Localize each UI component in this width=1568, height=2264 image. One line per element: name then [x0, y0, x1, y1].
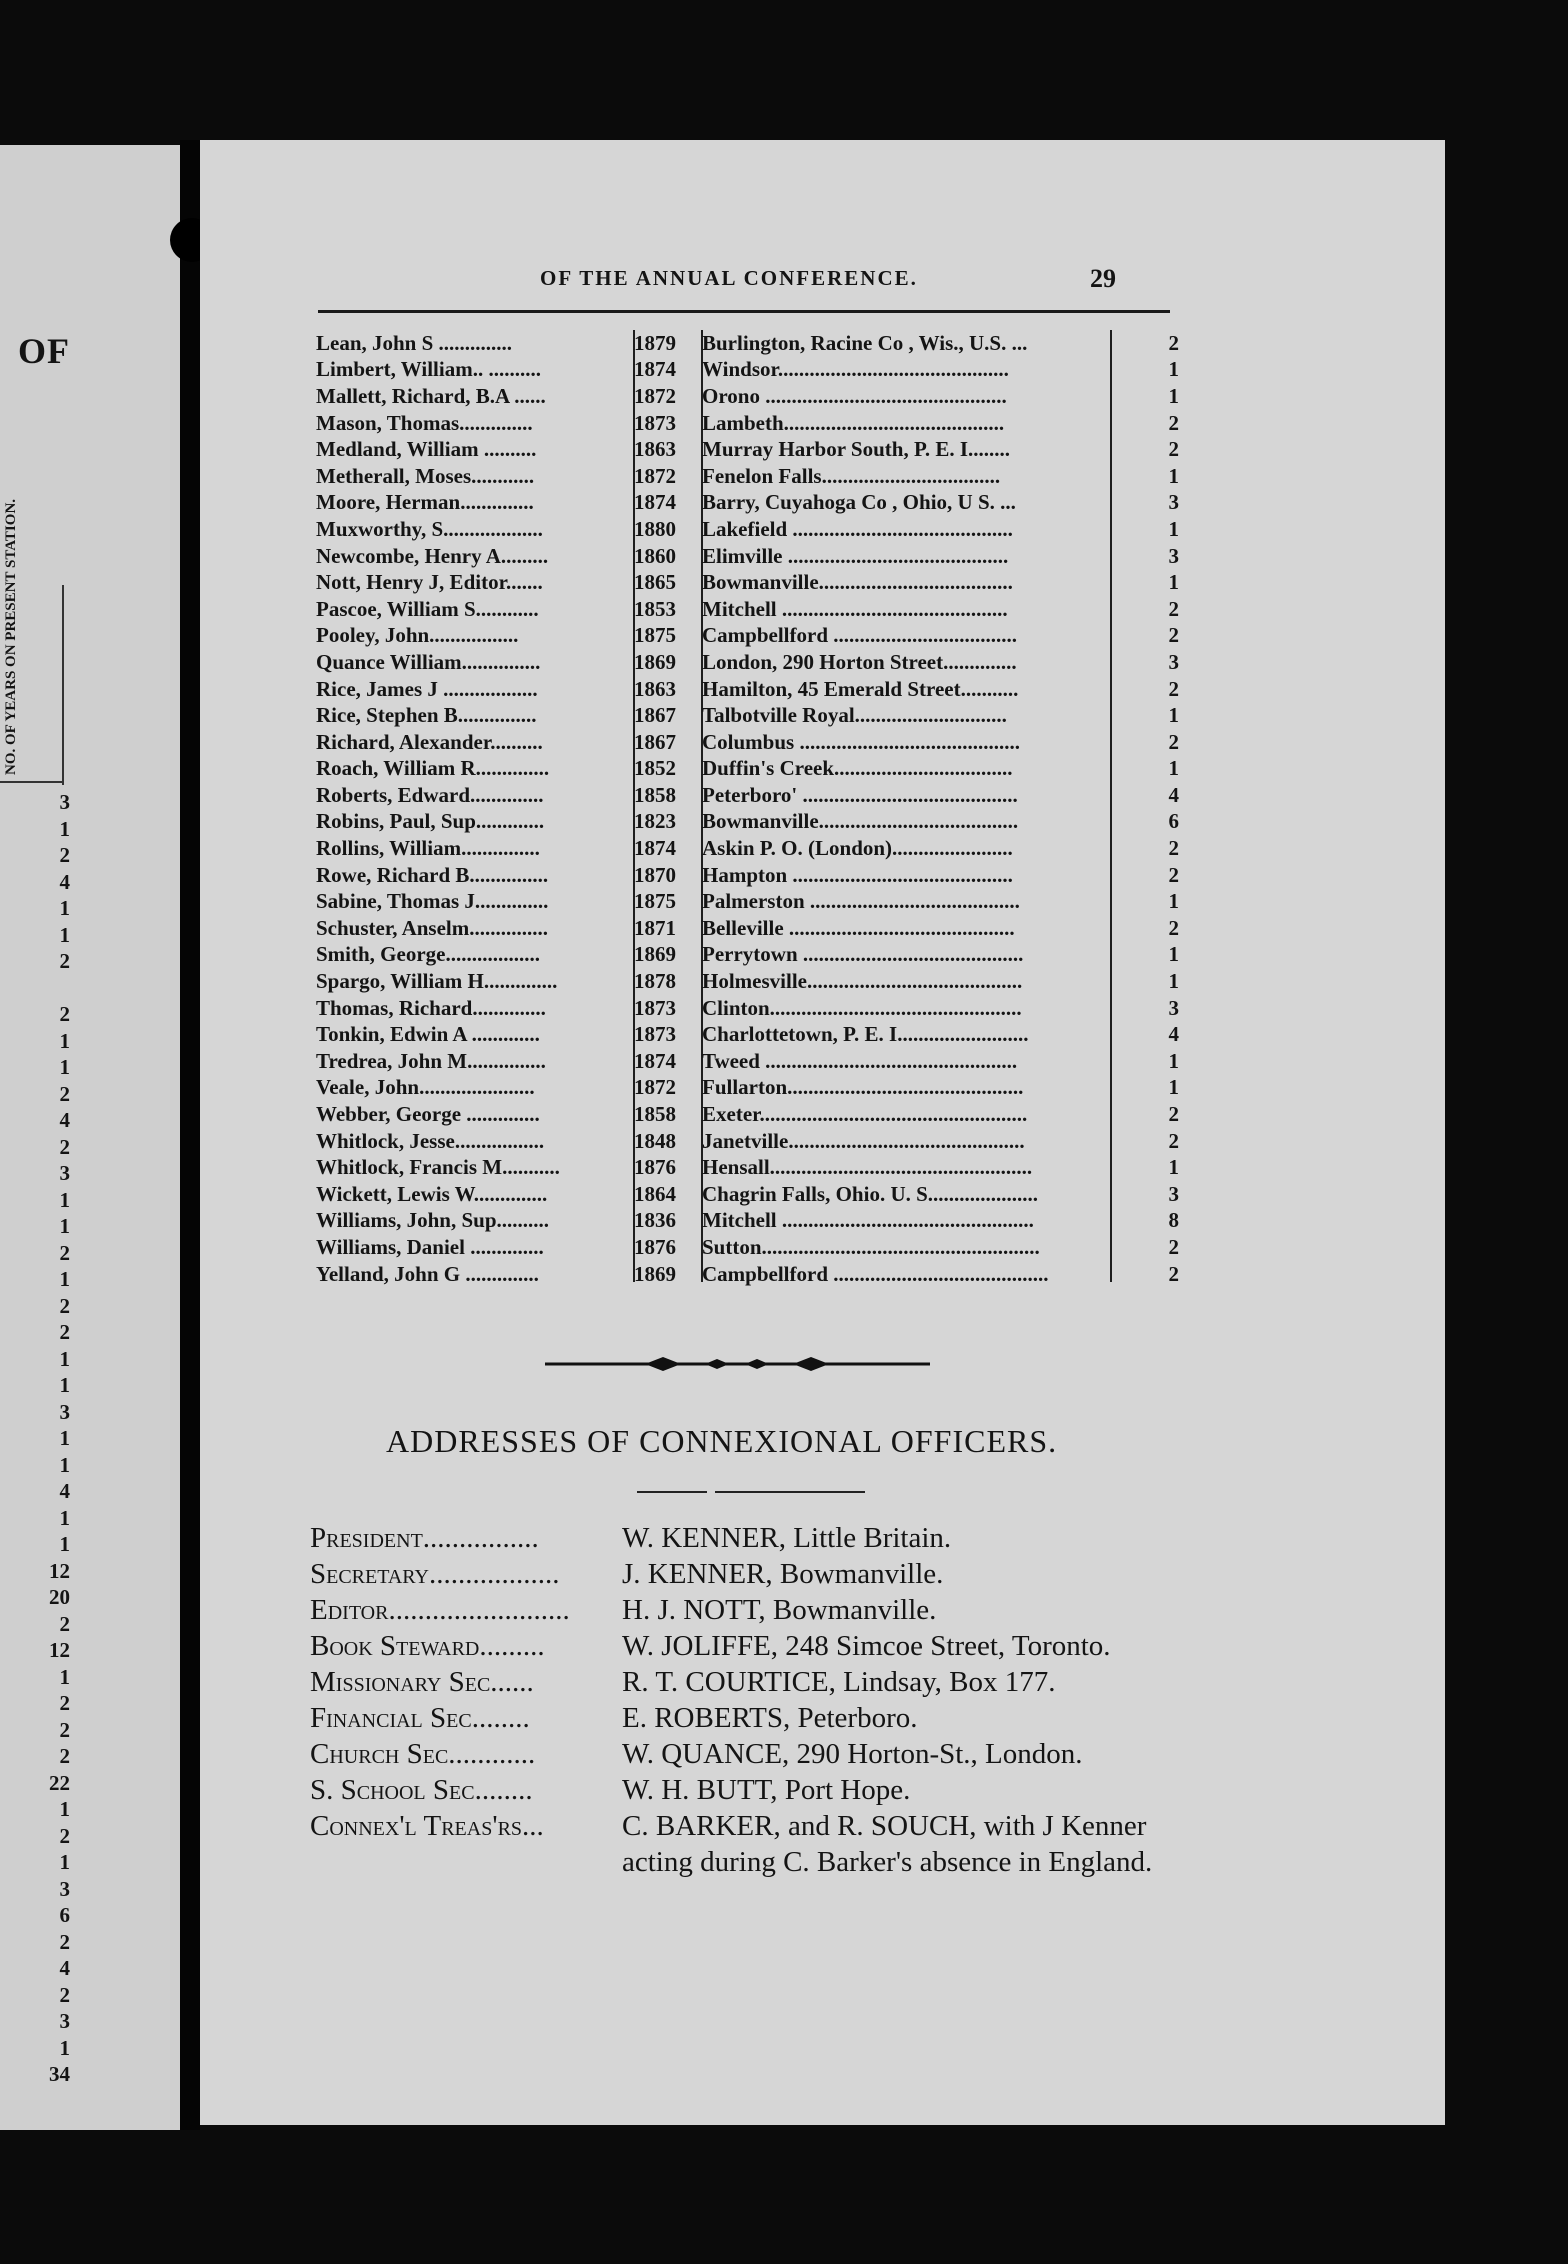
years-on-station: 1 — [1168, 889, 1179, 914]
station-name: Sutton..................................................... — [702, 1234, 1040, 1259]
officer-title: S. School Sec........ — [310, 1774, 533, 1806]
header-rule — [318, 310, 1170, 313]
station-name: Hensall.................................................. — [702, 1155, 1033, 1180]
officer-title: Church Sec............ — [310, 1738, 536, 1770]
minister-name: Whitlock, Jesse................. — [316, 1128, 545, 1153]
station-name: Askin P. O. (London)....................... — [702, 836, 1013, 861]
left-years-cell: 3 — [59, 1161, 70, 1185]
years-on-station: 8 — [1168, 1208, 1179, 1233]
officer-row — [310, 1556, 1210, 1592]
minister-name: Williams, Daniel .............. — [316, 1234, 544, 1259]
left-years-cell: 2 — [59, 1240, 70, 1265]
years-on-station: 1 — [1168, 969, 1179, 994]
table-row — [316, 1075, 1186, 1102]
left-years-cell: 2 — [59, 1717, 70, 1742]
minister-name: Sabine, Thomas J.............. — [316, 889, 549, 914]
minister-name: Pascoe, William S............ — [316, 596, 539, 621]
entry-year: 1823 — [634, 809, 676, 834]
minister-name: Limbert, William.. .......... — [316, 357, 541, 382]
station-name: Barry, Cuyahoga Co , Ohio, U S. ... — [702, 490, 1016, 515]
entry-year: 1874 — [634, 836, 676, 861]
entry-year: 1848 — [634, 1128, 676, 1153]
station-name: Murray Harbor South, P. E. I........ — [702, 437, 1011, 462]
table-row — [316, 835, 1186, 862]
station-name: Elimville .......................................... — [702, 543, 1009, 568]
entry-year: 1853 — [634, 596, 676, 621]
minister-name: Williams, John, Sup.......... — [316, 1208, 550, 1233]
left-years-cell: 3 — [59, 1399, 70, 1424]
table-row — [316, 915, 1186, 942]
left-years-cell: 1 — [59, 2035, 70, 2060]
years-on-station: 4 — [1168, 1022, 1179, 1047]
left-years-cell: 6 — [59, 1903, 70, 1927]
years-on-station: 1 — [1168, 756, 1179, 781]
station-name: Fullarton............................................. — [702, 1075, 1024, 1100]
station-name: Perrytown .......................................... — [702, 942, 1024, 967]
entry-year: 1874 — [634, 357, 676, 382]
left-years-cell: 3 — [59, 2009, 70, 2033]
left-years-cell: 2 — [59, 1823, 70, 1848]
officer-address: W. JOLIFFE, 248 Simcoe Street, Toronto. — [622, 1630, 1111, 1662]
entry-year: 1867 — [634, 703, 676, 728]
officer-title: Missionary Sec...... — [310, 1666, 534, 1698]
left-facing-page — [0, 145, 180, 2130]
years-on-station: 4 — [1168, 782, 1179, 807]
years-on-station: 1 — [1168, 1155, 1179, 1180]
station-name: Lakefield .......................................... — [702, 516, 1013, 541]
officers-list — [310, 1520, 1210, 1880]
table-row — [316, 1234, 1186, 1261]
station-name: Burlington, Racine Co , Wis., U.S. ... — [702, 330, 1028, 355]
left-years-cell: 1 — [59, 1850, 70, 1874]
left-page-heading: OF — [18, 331, 70, 371]
minister-name: Newcombe, Henry A......... — [316, 543, 549, 568]
table-row — [316, 569, 1186, 596]
left-years-column — [0, 790, 70, 2089]
left-years-cell: 2 — [59, 1691, 70, 1715]
minister-name: Webber, George .............. — [316, 1102, 540, 1127]
minister-name: Rice, Stephen B............... — [316, 703, 537, 728]
minister-name: Rowe, Richard B............... — [316, 862, 549, 887]
entry-year: 1879 — [634, 330, 676, 355]
station-name: Duffin's Creek.................................. — [702, 756, 1013, 781]
station-name: Belleville ........................................... — [702, 915, 1015, 940]
table-row — [316, 463, 1186, 490]
years-on-station: 3 — [1168, 490, 1179, 515]
years-on-station: 3 — [1168, 995, 1179, 1020]
station-name: Columbus .......................................... — [702, 729, 1020, 754]
officer-title: Editor......................... — [310, 1594, 570, 1626]
minister-name: Roach, William R.............. — [316, 756, 550, 781]
station-name: Bowmanville...................................... — [702, 809, 1019, 834]
entry-year: 1872 — [634, 1075, 676, 1100]
officer-address: W. QUANCE, 290 Horton-St., London. — [622, 1738, 1083, 1770]
entry-year: 1869 — [634, 649, 676, 674]
entry-year: 1863 — [634, 676, 676, 701]
entry-year: 1864 — [634, 1181, 676, 1206]
left-years-cell: 22 — [49, 1770, 70, 1795]
minister-name: Veale, John...................... — [316, 1075, 535, 1100]
left-years-cell: 1 — [59, 1055, 70, 1079]
table-row — [316, 436, 1186, 463]
table-row — [316, 623, 1186, 650]
station-name: Lambeth.......................................... — [702, 410, 1005, 435]
table-row — [316, 490, 1186, 517]
left-years-cell: 2 — [59, 949, 70, 973]
entry-year: 1875 — [634, 889, 676, 914]
page-number: 29 — [1090, 264, 1116, 293]
officer-address: H. J. NOTT, Bowmanville. — [622, 1594, 937, 1626]
table-row — [316, 756, 1186, 783]
entry-year: 1871 — [634, 915, 676, 940]
minister-name: Mallett, Richard, B.A ...... — [316, 383, 546, 408]
officer-address: W. KENNER, Little Britain. — [622, 1522, 952, 1554]
left-years-cell: 12 — [49, 1558, 70, 1583]
years-on-station: 2 — [1168, 676, 1179, 701]
station-name: Talbotville Royal............................. — [702, 703, 1007, 728]
years-on-station: 3 — [1168, 543, 1179, 568]
minister-name: Nott, Henry J, Editor....... — [316, 570, 543, 595]
officer-address: C. BARKER, and R. SOUCH, with J Kenner acting during C. Barker's absence in England. — [622, 1810, 1153, 1878]
left-years-cell: 2 — [59, 1002, 70, 1026]
left-years-cell: 2 — [59, 1320, 70, 1344]
officer-title: Book Steward......... — [310, 1630, 545, 1662]
minister-name: Whitlock, Francis M........... — [316, 1155, 560, 1180]
minister-name: Spargo, William H.............. — [316, 969, 558, 994]
entry-year: 1872 — [634, 463, 676, 488]
left-years-cell: 1 — [59, 896, 70, 920]
left-years-cell: 12 — [49, 1638, 70, 1662]
table-row — [316, 357, 1186, 384]
table-row — [316, 1181, 1186, 1208]
running-header: OF THE ANNUAL CONFERENCE. — [540, 266, 918, 290]
years-on-station: 1 — [1168, 942, 1179, 967]
station-name: Janetville............................................. — [702, 1128, 1025, 1153]
left-years-cell: 3 — [59, 1876, 70, 1901]
title-rule-right — [715, 1491, 865, 1493]
left-years-cell: 1 — [59, 922, 70, 947]
years-on-station: 2 — [1168, 1261, 1179, 1286]
officer-row — [310, 1700, 1210, 1736]
table-row — [316, 702, 1186, 729]
table-row — [316, 729, 1186, 756]
ministers-table — [316, 330, 1186, 1287]
officer-title: Financial Sec........ — [310, 1702, 530, 1734]
table-row — [316, 888, 1186, 915]
years-on-station: 2 — [1168, 596, 1179, 621]
station-name: Fenelon Falls.................................. — [702, 463, 1001, 488]
entry-year: 1878 — [634, 969, 676, 994]
left-years-cell: 1 — [59, 1214, 70, 1238]
left-years-cell: 1 — [59, 816, 70, 841]
left-years-cell: 1 — [59, 1373, 70, 1397]
minister-name: Pooley, John................. — [316, 623, 519, 648]
left-years-cell: 1 — [59, 1452, 70, 1477]
station-name: Tweed ................................................ — [702, 1048, 1018, 1073]
station-name: Peterboro' ......................................... — [702, 782, 1018, 807]
years-on-station: 1 — [1168, 516, 1179, 541]
years-on-station: 2 — [1168, 1128, 1179, 1153]
entry-year: 1869 — [634, 1261, 676, 1286]
minister-name: Roberts, Edward.............. — [316, 782, 544, 807]
station-name: Palmerston ........................................ — [702, 889, 1020, 914]
table-row — [316, 1101, 1186, 1128]
table-row — [316, 410, 1186, 437]
station-name: Hamilton, 45 Emerald Street........... — [702, 676, 1019, 701]
years-on-station: 2 — [1168, 729, 1179, 754]
minister-name: Tredrea, John M............... — [316, 1048, 546, 1073]
years-on-station: 2 — [1168, 410, 1179, 435]
left-years-cell: 4 — [59, 1108, 70, 1132]
station-name: Holmesville......................................... — [702, 969, 1023, 994]
minister-name: Muxworthy, S................... — [316, 516, 543, 541]
table-row — [316, 1208, 1186, 1235]
minister-name: Wickett, Lewis W.............. — [316, 1181, 548, 1206]
table-row — [316, 676, 1186, 703]
minister-name: Moore, Herman.............. — [316, 490, 534, 515]
entry-year: 1875 — [634, 623, 676, 648]
station-name: Hampton .......................................... — [702, 862, 1013, 887]
table-row — [316, 330, 1186, 357]
years-on-station: 1 — [1168, 383, 1179, 408]
years-on-station: 2 — [1168, 330, 1179, 355]
minister-name: Thomas, Richard.............. — [316, 995, 546, 1020]
years-on-station: 1 — [1168, 357, 1179, 382]
table-row — [316, 968, 1186, 995]
station-name: Campbellford ................................... — [702, 623, 1017, 648]
left-years-cell: 2 — [59, 1081, 70, 1106]
years-on-station: 1 — [1168, 703, 1179, 728]
minister-name: Yelland, John G .............. — [316, 1261, 539, 1286]
officer-address: R. T. COURTICE, Lindsay, Box 177. — [622, 1666, 1056, 1698]
minister-name: Richard, Alexander.......... — [316, 729, 543, 754]
entry-year: 1873 — [634, 410, 676, 435]
minister-name: Medland, William .......... — [316, 437, 537, 462]
years-on-station: 2 — [1168, 836, 1179, 861]
table-row — [316, 862, 1186, 889]
left-years-cell: 2 — [59, 1293, 70, 1318]
station-name: Mitchell ........................................... — [702, 596, 1008, 621]
station-name: Orono .............................................. — [702, 383, 1007, 408]
officer-row — [310, 1628, 1210, 1664]
left-years-cell: 1 — [59, 1187, 70, 1212]
left-years-cell: 1 — [59, 1346, 70, 1371]
left-years-cell: 1 — [59, 1426, 70, 1450]
left-years-cell: 1 — [59, 1797, 70, 1821]
station-name: Clinton................................................ — [702, 995, 1022, 1020]
addresses-title: ADDRESSES OF CONNEXIONAL OFFICERS. — [386, 1423, 1058, 1459]
officer-address: E. ROBERTS, Peterboro. — [622, 1702, 918, 1734]
years-on-station: 2 — [1168, 437, 1179, 462]
years-on-station: 2 — [1168, 862, 1179, 887]
station-name: Windsor............................................ — [702, 357, 1009, 382]
station-name: Exeter................................................... — [702, 1102, 1028, 1127]
officer-address: W. H. BUTT, Port Hope. — [622, 1774, 911, 1806]
officer-row — [310, 1592, 1210, 1628]
minister-name: Smith, George.................. — [316, 942, 540, 967]
station-name: Chagrin Falls, Ohio. U. S..................... — [702, 1181, 1039, 1206]
entry-year: 1867 — [634, 729, 676, 754]
officer-title: Secretary.................. — [310, 1558, 560, 1590]
entry-year: 1873 — [634, 1022, 676, 1047]
left-years-cell: 1 — [59, 1267, 70, 1291]
years-on-station: 2 — [1168, 623, 1179, 648]
book-binding — [180, 140, 200, 2130]
entry-year: 1876 — [634, 1155, 676, 1180]
left-column-rule — [62, 585, 64, 785]
left-column-header — [2, 498, 60, 785]
years-on-station: 2 — [1168, 915, 1179, 940]
entry-year: 1863 — [634, 437, 676, 462]
minister-name: Tonkin, Edwin A ............. — [316, 1022, 540, 1047]
entry-year: 1870 — [634, 862, 676, 887]
entry-year: 1852 — [634, 756, 676, 781]
officer-address: J. KENNER, Bowmanville. — [622, 1558, 944, 1590]
entry-year: 1880 — [634, 516, 676, 541]
station-name: Campbellford ......................................... — [702, 1261, 1049, 1286]
left-header-rule — [0, 781, 64, 783]
table-row — [316, 1128, 1186, 1155]
station-name: London, 290 Horton Street.............. — [702, 649, 1017, 674]
table-row — [316, 383, 1186, 410]
officer-row — [310, 1520, 1210, 1556]
station-name: Bowmanville..................................... — [702, 570, 1013, 595]
station-name: Mitchell ................................................ — [702, 1208, 1034, 1233]
table-row — [316, 782, 1186, 809]
table-row — [316, 809, 1186, 836]
entry-year: 1858 — [634, 782, 676, 807]
years-on-station: 1 — [1168, 1075, 1179, 1100]
minister-name: Rollins, William............... — [316, 836, 540, 861]
minister-name: Metherall, Moses............ — [316, 463, 535, 488]
left-years-cell: 2 — [59, 1611, 70, 1636]
station-name: Charlottetown, P. E. I......................... — [702, 1022, 1029, 1047]
entry-year: 1860 — [634, 543, 676, 568]
left-years-cell: 4 — [59, 1956, 70, 1980]
minister-name: Mason, Thomas.............. — [316, 410, 533, 435]
left-years-cell — [0, 976, 70, 1003]
table-row — [316, 995, 1186, 1022]
years-on-station: 2 — [1168, 1234, 1179, 1259]
ornament-divider — [545, 1352, 930, 1376]
entry-year: 1873 — [634, 995, 676, 1020]
officer-row — [310, 1736, 1210, 1772]
left-column-header-text: NO. OF YEARS ON PRESENT STATION. — [3, 498, 19, 775]
table-row — [316, 516, 1186, 543]
years-on-station: 1 — [1168, 463, 1179, 488]
left-years-cell: 2 — [59, 1744, 70, 1768]
left-years-cell: 2 — [59, 1982, 70, 2007]
entry-year: 1865 — [634, 570, 676, 595]
minister-name: Lean, John S .............. — [316, 330, 513, 355]
title-rule-left — [637, 1491, 707, 1493]
entry-year: 1836 — [634, 1208, 676, 1233]
left-years-cell: 2 — [59, 1134, 70, 1159]
left-years-cell: 2 — [59, 1929, 70, 1954]
table-row — [316, 649, 1186, 676]
officer-row — [310, 1808, 1210, 1880]
officer-row — [310, 1772, 1210, 1808]
minister-name: Schuster, Anselm............... — [316, 915, 548, 940]
table-row — [316, 1048, 1186, 1075]
left-years-cell: 1 — [59, 1664, 70, 1689]
years-on-station: 6 — [1168, 809, 1179, 834]
entry-year: 1874 — [634, 1048, 676, 1073]
left-years-cell: 1 — [59, 1532, 70, 1556]
left-years-cell: 4 — [59, 869, 70, 894]
minister-name: Quance William............... — [316, 649, 541, 674]
table-row — [316, 543, 1186, 570]
years-on-station: 3 — [1168, 1181, 1179, 1206]
left-years-cell: 4 — [59, 1479, 70, 1503]
left-years-cell: 1 — [59, 1505, 70, 1530]
officer-title: Connex'l Treas'rs... — [310, 1810, 544, 1842]
table-row — [316, 1021, 1186, 1048]
entry-year: 1874 — [634, 490, 676, 515]
years-on-station: 1 — [1168, 1048, 1179, 1073]
left-years-cell: 3 — [59, 790, 70, 814]
left-years-cell: 20 — [49, 1585, 70, 1609]
table-row — [316, 1261, 1186, 1288]
entry-year: 1869 — [634, 942, 676, 967]
table-row — [316, 596, 1186, 623]
officer-title: President................ — [310, 1522, 539, 1554]
left-years-cell: 34 — [49, 2062, 70, 2086]
minister-name: Rice, James J .................. — [316, 676, 538, 701]
entry-year: 1858 — [634, 1102, 676, 1127]
entry-year: 1872 — [634, 383, 676, 408]
table-row — [316, 1154, 1186, 1181]
years-on-station: 2 — [1168, 1102, 1179, 1127]
years-on-station: 3 — [1168, 649, 1179, 674]
officer-row — [310, 1664, 1210, 1700]
minister-name: Robins, Paul, Sup............. — [316, 809, 545, 834]
entry-year: 1876 — [634, 1234, 676, 1259]
left-years-cell: 1 — [59, 1028, 70, 1053]
left-years-cell: 2 — [59, 843, 70, 867]
table-row — [316, 942, 1186, 969]
years-on-station: 1 — [1168, 570, 1179, 595]
